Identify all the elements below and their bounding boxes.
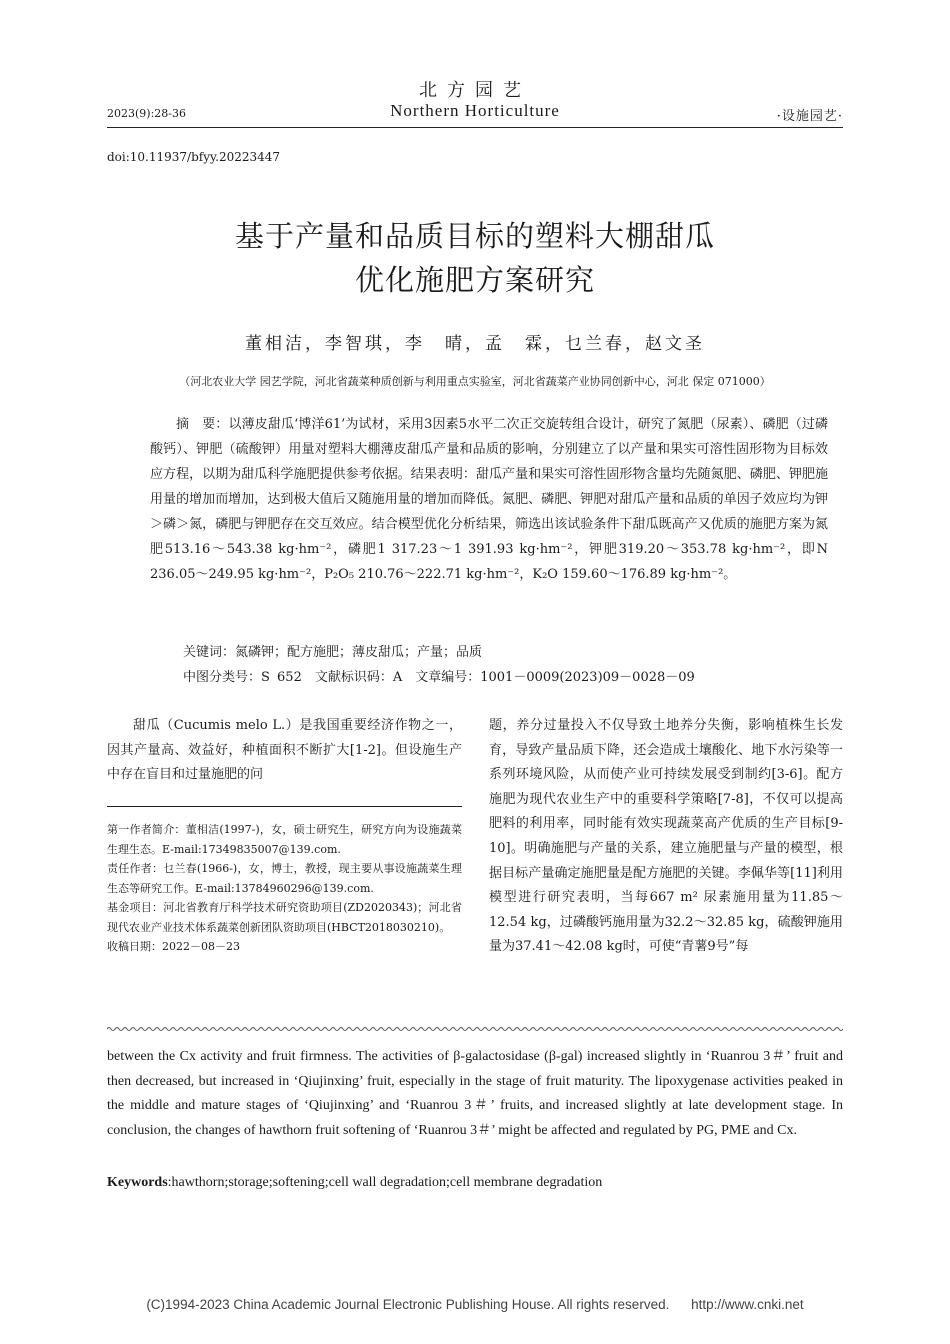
abstract — [150, 412, 828, 587]
section-label: ·设施园艺· — [776, 109, 843, 124]
title-line-2: 优化施肥方案研究 — [354, 263, 595, 297]
wavy-separator — [107, 1025, 843, 1033]
keywords-en — [107, 1175, 602, 1191]
abstract-text: 摘 要：以薄皮甜瓜‘博洋61’为试材，采用3因素5水平二次正交旋转组合设计，研究了氮肥（尿素）、磷肥（过磷酸钙）、钾肥（硫酸钾）用量对塑料大棚薄皮甜瓜产量和品质的影响，分别建立了以产量和果实可溶性固形物为目标效应方程，以期为甜瓜科学施肥提供参考依据。结果表明：甜瓜产量和果实可溶性固形物含量均先随氮肥、磷肥、钾肥施用量的增加而增加，达到极大值后又随施用量的增加而降低。氮肥、磷肥、钾肥对甜瓜产量和品质的单因子效应均为钾＞磷＞氮，磷肥与钾肥存在交互效应。结合模型优化分析结果，筛选出该试验条件下甜瓜既高产又优质的施肥方案为氮肥513.16～543.38 kg·hm⁻²，磷肥1 317.23～1 391.93 kg·hm⁻²，钾肥319.20～353.78 kg·hm⁻²，即N 236.05～249.95 kg·hm⁻²，P₂O₅ 210.76～222.71 kg·hm⁻²，K₂O 159.60～176.89 kg·hm⁻²。 — [150, 417, 828, 582]
body-right-text: 题，养分过量投入不仅导致土地养分失衡，影响植株生长发育，导致产量品质下降，还会造成土壤酸化、地下水污染等一系列环境风险，从而使产业可持续发展受到制约[3-6]。配方施肥为现代农业生产中的重要科学策略[7-8]，不仅可以提高肥料的利用率，同时能有效实现蔬菜高产优质的生产目标[9-10]。明确施肥与产量的关系，建立施肥量与产量的模型，根据目标产量确定施肥量是配方施肥的关键。李佩华等[11]利用模型进行研究表明，当每667 m² 尿素施用量为11.85～12.54 kg，过磷酸钙施用量为32.2～32.85 kg，硫酸钾施用量为37.41～42.08 kg时，可使“青薯9号”每 — [489, 718, 843, 955]
keywords-en-label: Keywords — [107, 1175, 168, 1190]
journal-title-cn: 北方园艺 — [419, 80, 531, 101]
header-rule — [107, 127, 843, 128]
journal-title-en: Northern Horticulture — [390, 101, 560, 120]
body-left-column — [107, 714, 462, 788]
paper-title — [0, 214, 950, 302]
body-left-text: 甜瓜（Cucumis melo L.）是我国重要经济作物之一，因其产量高、效益好，种植面积不断扩大[1-2]。但设施生产中存在盲目和过量施肥的问 — [107, 718, 462, 783]
copyright-footer — [0, 1297, 950, 1312]
keywords-cn: 关键词：氮磷钾；配方施肥；薄皮甜瓜；产量；品质 — [183, 645, 483, 660]
authors: 董相洁，李智琪，李 晴，孟 霖，乜兰春，赵文圣 — [245, 334, 705, 354]
cnki-link[interactable]: http://www.cnki.net — [691, 1297, 804, 1312]
doi: doi:10.11937/bfyy.20223447 — [107, 150, 281, 164]
issue-info: 2023(9):28-36 — [107, 107, 186, 120]
footnote-first-author: 第一作者简介：董相洁(1997-)，女，硕士研究生，研究方向为设施蔬菜生理生态。E-mail:17349835007@139.com. — [107, 823, 462, 856]
footnote-corresponding-author: 责任作者：乜兰春(1966-)，女，博士，教授，现主要从事设施蔬菜生理生态等研究工作。E-mail:13784960296@139.com. — [107, 862, 462, 895]
affiliation: （河北农业大学 园艺学院，河北省蔬菜种质创新与利用重点实验室，河北省蔬菜产业协同创新中心，河北 保定 071000） — [179, 375, 771, 388]
classification: 中图分类号：S 652 文献标识码：A 文章编号：1001－0009(2023)09－0028－09 — [183, 670, 695, 685]
footnote-received-date: 收稿日期：2022－08－23 — [107, 940, 240, 953]
footnote-funding: 基金项目：河北省教育厅科学技术研究资助项目(ZD2020343)；河北省现代农业产业技术体系蔬菜创新团队资助项目(HBCT2018030210)。 — [107, 901, 462, 934]
english-abstract-text: between the Cx activity and fruit firmness. The activities of β-galactosidase (β-gal) increased slightly in ‘Ruanrou 3＃’ fruit and then decreased, but increased in ‘Qiujinxing’ fruit, especially in the stage of fruit maturity. The lipoxygenase activities peaked in the middle and mature stages of ‘Qiujinxing’ and ‘Ruanrou 3＃’ fruits, and increased slightly at late development stage. In conclusion, the changes of hawthorn fruit softening of ‘Ruanrou 3＃’ might be affected and regulated by PG, PME and Cx. — [107, 1049, 843, 1138]
english-abstract-continuation — [107, 1045, 843, 1143]
body-right-column — [489, 714, 843, 960]
copyright-text: (C)1994-2023 China Academic Journal Electronic Publishing House. All rights reserved. — [146, 1297, 670, 1312]
title-line-1: 基于产量和品质目标的塑料大棚甜瓜 — [234, 219, 715, 253]
footnote-rule — [107, 806, 462, 807]
footnotes — [107, 820, 462, 957]
keywords-en-list: :hawthorn;storage;softening;cell wall degradation;cell membrane degradation — [167, 1175, 603, 1190]
